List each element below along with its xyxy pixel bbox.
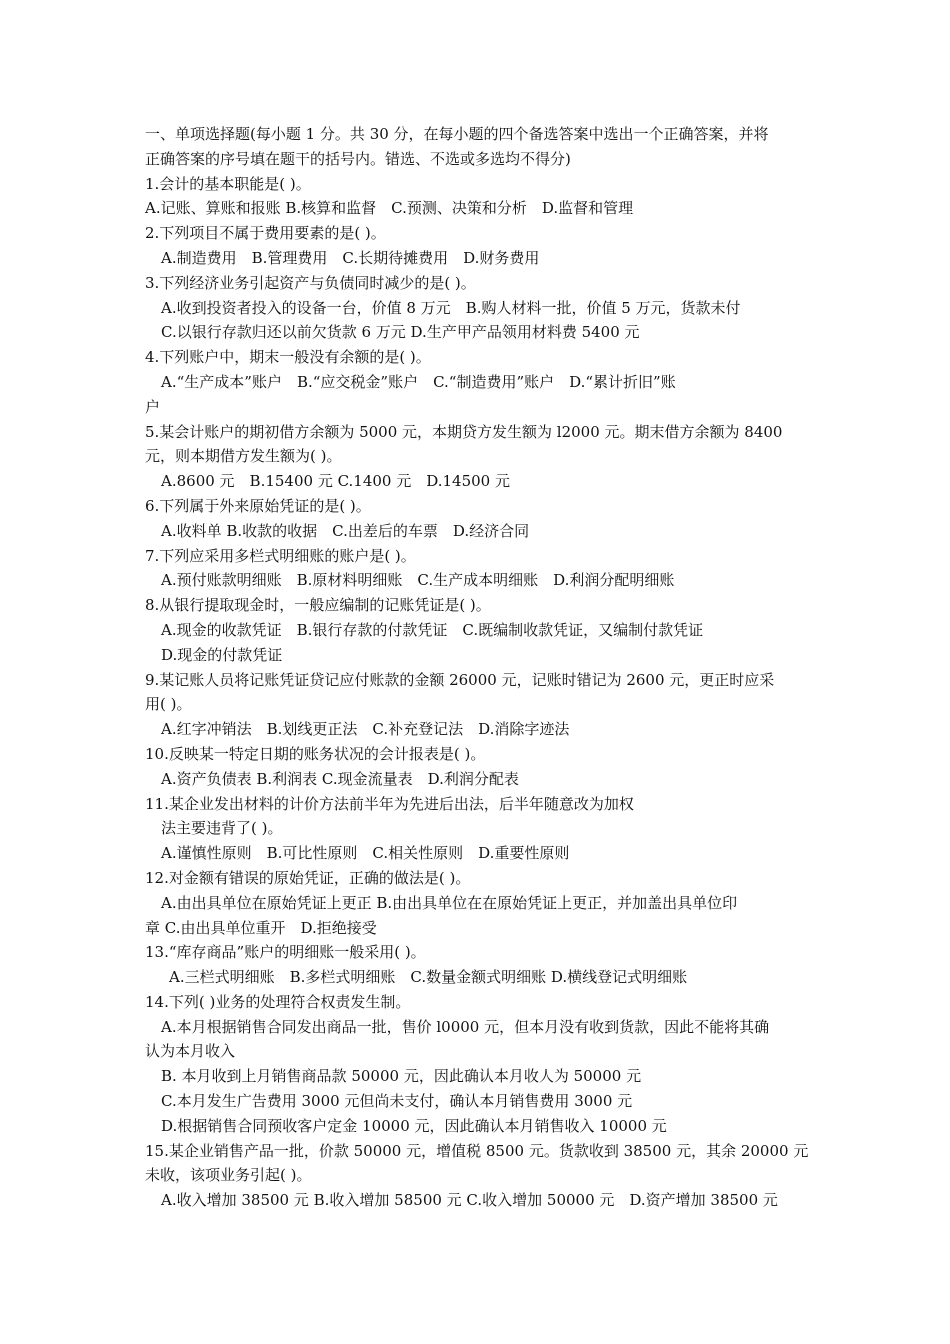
question-12-options-cont: 章 C.由出具单位重开 D.拒绝接受: [145, 918, 377, 937]
question-9-cont: 用( )。: [145, 695, 192, 714]
question-6-options: A.收料单 B.收款的收据 C.出差后的车票 D.经济合同: [161, 521, 530, 540]
question-10: 10.反映某一特定日期的账务状况的会计报表是( )。: [145, 744, 486, 763]
question-3-options-b: C.以银行存款归还以前欠货款 6 万元 D.生产甲产品领用材料费 5400 元: [161, 323, 640, 342]
question-14-option-d: D.根据销售合同预收客户定金 10000 元，因此确认本月销售收入 10000 元: [161, 1116, 667, 1135]
question-3: 3.下列经济业务引起资产与负债同时减少的是( )。: [145, 273, 476, 292]
question-8: 8.从银行提取现金时，一般应编制的记账凭证是( )。: [145, 596, 491, 615]
section-heading: 一、单项选择题(每小题 1 分。共 30 分，在每小题的四个备选答案中选出一个正确答案，并将: [145, 125, 769, 143]
question-11-options: A.谨慎性原则 B.可比性原则 C.相关性原则 D.重要性原则: [161, 844, 570, 863]
question-13-options: A.三栏式明细账 B.多栏式明细账 C.数量金额式明细账 D.横线登记式明细账: [169, 968, 688, 987]
question-15: 15.某企业销售产品一批，价款 50000 元，增值税 8500 元。货款收到 38500 元，其余 20000 元: [145, 1141, 809, 1160]
question-12-options: A.由出具单位在原始凭证上更正 B.由出具单位在在原始凭证上更正，并加盖出具单位印: [161, 893, 738, 912]
question-7: 7.下列应采用多栏式明细账的账户是( )。: [145, 546, 416, 565]
question-6: 6.下列属于外来原始凭证的是( )。: [145, 496, 371, 515]
question-4: 4.下列账户中，期末一般没有余额的是( )。: [145, 348, 431, 367]
question-12: 12.对金额有错误的原始凭证，正确的做法是( )。: [145, 868, 471, 887]
question-8-options-a: A.现金的收款凭证 B.银行存款的付款凭证 C.既编制收款凭证，又编制付款凭证: [161, 620, 704, 639]
question-15-cont: 未收，该项业务引起( )。: [145, 1166, 312, 1185]
question-5-options: A.8600 元 B.15400 元 C.1400 元 D.14500 元: [161, 472, 510, 491]
question-7-options: A.预付账款明细账 B.原材料明细账 C.生产成本明细账 D.利润分配明细账: [161, 571, 675, 590]
question-9-options: A.红字冲销法 B.划线更正法 C.补充登记法 D.消除字迹法: [161, 720, 570, 739]
question-14-option-c: C.本月发生广告费用 3000 元但尚未支付，确认本月销售费用 3000 元: [161, 1092, 633, 1111]
section-heading-cont: 正确答案的序号填在题干的括号内。错选、不选或多选均不得分): [145, 149, 571, 168]
question-14-option-b: B. 本月收到上月销售商品款 50000 元，因此确认本月收人为 50000 元: [161, 1067, 642, 1086]
question-15-options: A.收入增加 38500 元 B.收入增加 58500 元 C.收入增加 50000 元 D.资产增加 38500 元: [161, 1191, 778, 1210]
question-10-options: A.资产负债表 B.利润表 C.现金流量表 D.利润分配表: [161, 769, 519, 788]
question-5-cont: 元，则本期借方发生额为( )。: [145, 447, 342, 466]
question-4-options-cont: 户: [145, 397, 161, 416]
document-page: [145, 122, 810, 1213]
question-2-options: A.制造费用 B.管理费用 C.长期待摊费用 D.财务费用: [161, 248, 540, 267]
question-2: 2.下列项目不属于费用要素的是( )。: [145, 224, 386, 243]
question-1: 1.会计的基本职能是( )。: [145, 174, 311, 193]
question-11: 11.某企业发出材料的计价方法前半年为先进后出法，后半年随意改为加权: [145, 794, 634, 813]
question-4-options: A.“生产成本”账户 B.“应交税金”账户 C.“制造费用”账户 D.“累计折旧”账: [161, 372, 676, 391]
question-14-option-a: A.本月根据销售合同发出商品一批，售价 l0000 元，但本月没有收到货款，因此不能将其确: [161, 1017, 770, 1036]
question-13: 13.“库存商品”账户的明细账一般采用( )。: [145, 943, 426, 962]
question-5: 5.某会计账户的期初借方余额为 5000 元，本期贷方发生额为 l2000 元。期末借方余额为 8400: [145, 422, 783, 441]
question-3-options-a: A.收到投资者投入的设备一台，价值 8 万元 B.购人材料一批，价值 5 万元，货款未付: [161, 298, 741, 317]
question-8-options-b: D.现金的付款凭证: [161, 645, 283, 664]
question-14-option-a-cont: 认为本月收入: [145, 1042, 236, 1061]
question-9: 9.某记账人员将记账凭证贷记应付账款的金额 26000 元，记账时错记为 2600 元，更正时应采: [145, 670, 775, 689]
question-1-options: A.记账、算账和报账 B.核算和监督 C.预测、决策和分析 D.监督和管理: [145, 199, 634, 218]
question-11-cont: 法主要违背了( )。: [161, 819, 283, 838]
question-14: 14.下列( )业务的处理符合权责发生制。: [145, 992, 411, 1011]
